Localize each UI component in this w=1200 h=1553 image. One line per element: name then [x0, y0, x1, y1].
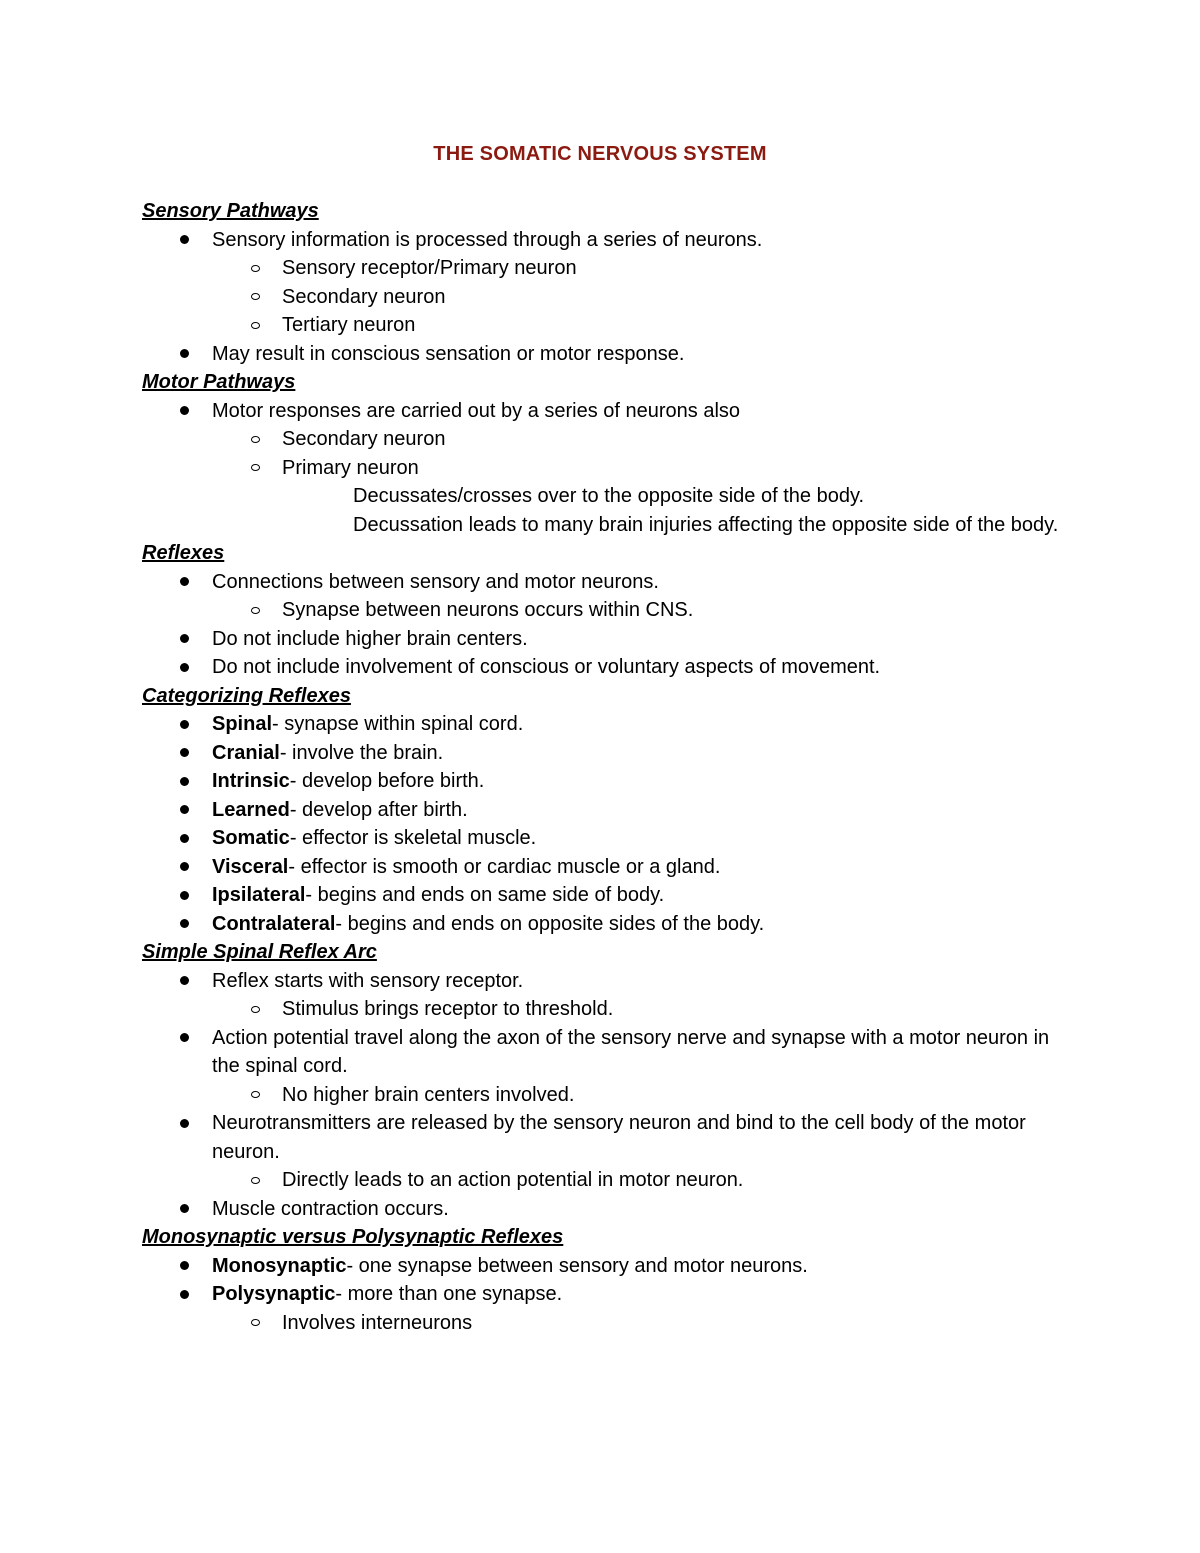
list-item-text — [282, 998, 613, 1020]
section — [142, 938, 1072, 1223]
list-item-text — [212, 770, 484, 792]
item-description: Secondary neuron — [282, 428, 446, 450]
list-item — [142, 1309, 1072, 1338]
list-item-text — [282, 1084, 574, 1106]
item-description: Secondary neuron — [282, 285, 446, 308]
filled-bullet-icon — [177, 910, 191, 939]
list-item — [142, 596, 1072, 625]
item-description: Sensory receptor/Primary neuron — [282, 257, 577, 279]
list-item-text — [212, 628, 528, 650]
list-item-text — [212, 1027, 1049, 1078]
list-item — [142, 1081, 1072, 1110]
item-description: Action potential travel along the axon of the sensory nerve and synapse with a motor neuron in the spinal cord. — [212, 1026, 1050, 1077]
filled-bullet-icon — [177, 625, 191, 654]
filled-bullet-icon — [177, 1109, 191, 1138]
section — [142, 1223, 1072, 1337]
list-item-text — [353, 485, 864, 507]
list-item — [142, 881, 1072, 910]
item-description: - synapse within spinal cord. — [272, 713, 524, 735]
list-item — [142, 482, 1072, 511]
section — [142, 539, 1072, 682]
list-item — [142, 910, 1072, 939]
list-item — [142, 853, 1072, 882]
filled-bullet-icon — [177, 853, 191, 882]
list-item-text — [282, 1312, 472, 1334]
item-description: Primary neuron — [282, 456, 419, 479]
item-description: - effector is smooth or cardiac muscle or a gland. — [288, 855, 721, 878]
section-heading: Sensory Pathways — [142, 200, 319, 222]
item-description: - begins and ends on opposite sides of the body. — [335, 912, 765, 935]
filled-bullet-icon — [177, 653, 191, 682]
list-item-text — [212, 1283, 562, 1305]
item-description: May result in conscious sensation or motor response. — [212, 342, 685, 365]
item-description: Do not include higher brain centers. — [212, 627, 528, 650]
hollow-bullet-icon — [248, 596, 262, 625]
list-item — [142, 710, 1072, 739]
filled-bullet-icon — [177, 767, 191, 796]
item-description: Connections between sensory and motor neurons. — [212, 570, 659, 593]
section — [142, 682, 1072, 939]
list-item — [142, 1195, 1072, 1224]
list-item — [142, 1280, 1072, 1309]
list-item — [142, 311, 1072, 340]
section-heading: Monosynaptic versus Polysynaptic Reflexes — [142, 1226, 564, 1248]
section-heading: Categorizing Reflexes — [142, 684, 351, 707]
item-description: Sensory information is processed through a series of neurons. — [212, 228, 763, 251]
hollow-bullet-icon — [248, 1166, 262, 1195]
hollow-bullet-icon — [248, 1309, 262, 1338]
filled-bullet-icon — [177, 881, 191, 910]
list-item — [142, 340, 1072, 369]
hollow-bullet-icon — [248, 283, 262, 312]
list-item — [142, 1109, 1072, 1166]
section-heading: Simple Spinal Reflex Arc — [142, 941, 377, 963]
item-description: Motor responses are carried out by a series of neurons also — [212, 399, 741, 422]
list-item-text — [282, 314, 415, 336]
item-description: - develop after birth. — [289, 798, 468, 821]
item-description: Directly leads to an action potential in motor neuron. — [282, 1169, 744, 1191]
item-description: No higher brain centers involved. — [282, 1083, 575, 1106]
list-item — [142, 511, 1072, 540]
item-description: Involves interneurons — [282, 1311, 473, 1334]
list-item — [142, 995, 1072, 1024]
hollow-bullet-icon — [248, 454, 262, 483]
list-item — [142, 283, 1072, 312]
list-item — [142, 568, 1072, 597]
filled-bullet-icon — [177, 824, 191, 853]
item-description: - begins and ends on same side of body. — [305, 884, 665, 906]
item-description: - one synapse between sensory and motor neurons. — [346, 1254, 808, 1277]
term-label: Ipsilateral — [212, 884, 306, 906]
section — [142, 368, 1072, 539]
list-item-text — [212, 1198, 449, 1220]
section-heading: Motor Pathways — [142, 371, 296, 393]
filled-bullet-icon — [177, 340, 191, 369]
term-label: Contralateral — [212, 912, 336, 935]
filled-bullet-icon — [177, 1252, 191, 1281]
list-item-text — [282, 428, 445, 450]
list-item — [142, 739, 1072, 768]
term-label: Visceral — [212, 855, 289, 878]
list-item — [142, 653, 1072, 682]
list-item-text — [212, 343, 684, 365]
list-item — [142, 397, 1072, 426]
list-item — [142, 1252, 1072, 1281]
list-item-text — [212, 856, 720, 878]
section — [142, 197, 1072, 368]
document-body — [142, 197, 1072, 1337]
item-description: - effector is skeletal muscle. — [289, 827, 537, 849]
list-item — [142, 254, 1072, 283]
filled-bullet-icon — [177, 226, 191, 255]
list-item-text — [212, 571, 659, 593]
item-description: Decussates/crosses over to the opposite side of the body. — [353, 485, 865, 507]
list-item-text — [282, 257, 577, 279]
term-label: Somatic — [212, 827, 290, 849]
term-label: Cranial — [212, 741, 280, 764]
item-description: - develop before birth. — [289, 770, 485, 792]
item-description: Muscle contraction occurs. — [212, 1197, 449, 1220]
filled-bullet-icon — [177, 967, 191, 996]
filled-bullet-icon — [177, 739, 191, 768]
item-description: Do not include involvement of conscious or voluntary aspects of movement. — [212, 656, 881, 678]
list-item — [142, 454, 1072, 483]
filled-bullet-icon — [177, 1280, 191, 1309]
list-item-text — [212, 229, 762, 251]
item-description: Decussation leads to many brain injuries affecting the opposite side of the body. — [353, 513, 1059, 536]
list-item-text — [282, 599, 693, 621]
list-item-text — [212, 970, 523, 992]
term-label: Intrinsic — [212, 770, 290, 792]
list-item-text — [212, 884, 664, 906]
list-item-text — [212, 913, 764, 935]
list-item — [142, 767, 1072, 796]
filled-bullet-icon — [177, 796, 191, 825]
item-description: Neurotransmitters are released by the sensory neuron and bind to the cell body of the motor neuron. — [212, 1112, 1026, 1163]
item-description: Tertiary neuron — [282, 314, 416, 336]
item-description: Reflex starts with sensory receptor. — [212, 969, 524, 992]
list-item — [142, 625, 1072, 654]
item-description: Synapse between neurons occurs within CNS. — [282, 599, 694, 621]
list-item — [142, 967, 1072, 996]
filled-bullet-icon — [177, 710, 191, 739]
page-title: THE SOMATIC NERVOUS SYSTEM — [433, 143, 767, 165]
list-item-text — [212, 799, 468, 821]
list-item-text — [282, 457, 419, 479]
filled-bullet-icon — [177, 568, 191, 597]
list-item-text — [282, 1169, 743, 1191]
filled-bullet-icon — [177, 1195, 191, 1224]
filled-bullet-icon — [177, 1024, 191, 1053]
term-label: Polysynaptic — [212, 1283, 336, 1305]
term-label: Learned — [212, 798, 290, 821]
item-description: - more than one synapse. — [335, 1283, 563, 1305]
hollow-bullet-icon — [248, 425, 262, 454]
list-item-text — [212, 827, 536, 849]
list-item — [142, 1024, 1072, 1081]
item-description: - involve the brain. — [279, 741, 444, 764]
hollow-bullet-icon — [248, 254, 262, 283]
filled-bullet-icon — [177, 397, 191, 426]
list-item — [142, 824, 1072, 853]
hollow-bullet-icon — [248, 1081, 262, 1110]
list-item-text — [353, 514, 1058, 536]
list-item-text — [212, 400, 740, 422]
item-description: Stimulus brings receptor to threshold. — [282, 998, 614, 1020]
list-item-text — [282, 286, 445, 308]
section-heading: Reflexes — [142, 542, 225, 564]
list-item-text — [212, 1112, 1026, 1163]
list-item — [142, 1166, 1072, 1195]
list-item-text — [212, 1255, 808, 1277]
list-item-text — [212, 742, 443, 764]
list-item — [142, 226, 1072, 255]
list-item-text — [212, 656, 880, 678]
hollow-bullet-icon — [248, 311, 262, 340]
term-label: Monosynaptic — [212, 1254, 347, 1277]
hollow-bullet-icon — [248, 995, 262, 1024]
list-item — [142, 796, 1072, 825]
list-item — [142, 425, 1072, 454]
term-label: Spinal — [212, 713, 273, 735]
list-item-text — [212, 713, 523, 735]
